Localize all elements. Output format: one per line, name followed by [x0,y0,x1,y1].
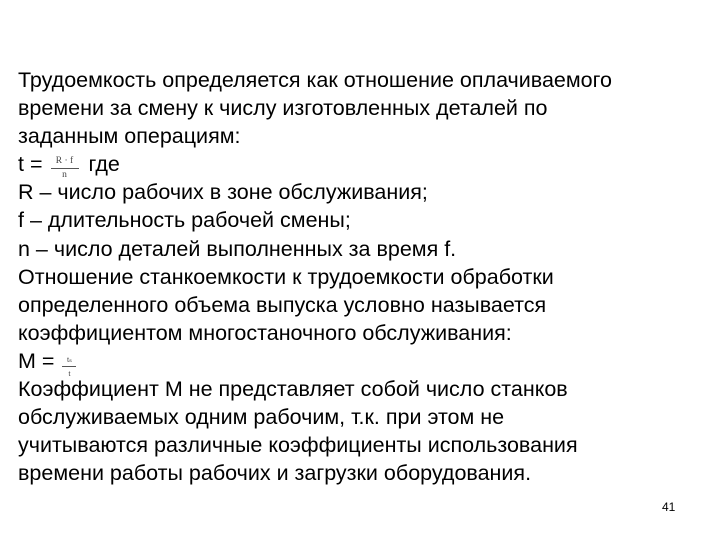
fraction-bar [62,366,76,367]
formula-m-fraction [62,354,76,379]
slide-number: 41 [662,500,676,514]
definition-line: R – число рабочих в зоне обслуживания; [18,180,428,205]
paragraph1-line: Трудоемкость определяется как отношение оплачиваемого [18,68,612,92]
paragraph2-line: коэффициентом многостаночного обслуживания: [18,320,512,345]
formula-m-line [18,347,718,378]
formula-t-where: где [88,152,120,177]
paragraph3-line: обслуживаемых одним рабочим, т.к. при этом не [18,405,505,430]
paragraph1-line: времени за смену к числу изготовленных деталей по [18,96,548,121]
paragraph2-line: Отношение станкоемкости к трудоемкости обработки [18,264,554,289]
fraction-bar [51,168,79,169]
formula-m-numerator: tₛ [66,354,72,364]
definition-line: n – число деталей выполненных за время f. [18,236,457,261]
paragraph3-line: времени работы рабочих и загрузки оборудования. [18,461,532,486]
formula-t-denominator: n [62,170,67,181]
formula-t-lhs: t = [18,152,43,177]
paragraph3-line: учитываются различные коэффициенты использования [18,433,578,458]
formula-m-denominator: t [68,368,71,378]
formula-m-lhs: M = [18,348,55,373]
definition-line: f – длительность рабочей смены; [18,208,351,233]
formula-t-fraction [51,156,79,181]
formula-t-numerator: R · f [55,156,74,167]
paragraph1-line: заданным операциям: [18,124,241,149]
slide-body-text [18,66,718,487]
paragraph3-line: Коэффициент М не представляет собой число станков [18,377,568,402]
paragraph2-line: определенного объема выпуска условно называется [18,292,547,317]
formula-t-line [18,150,718,181]
